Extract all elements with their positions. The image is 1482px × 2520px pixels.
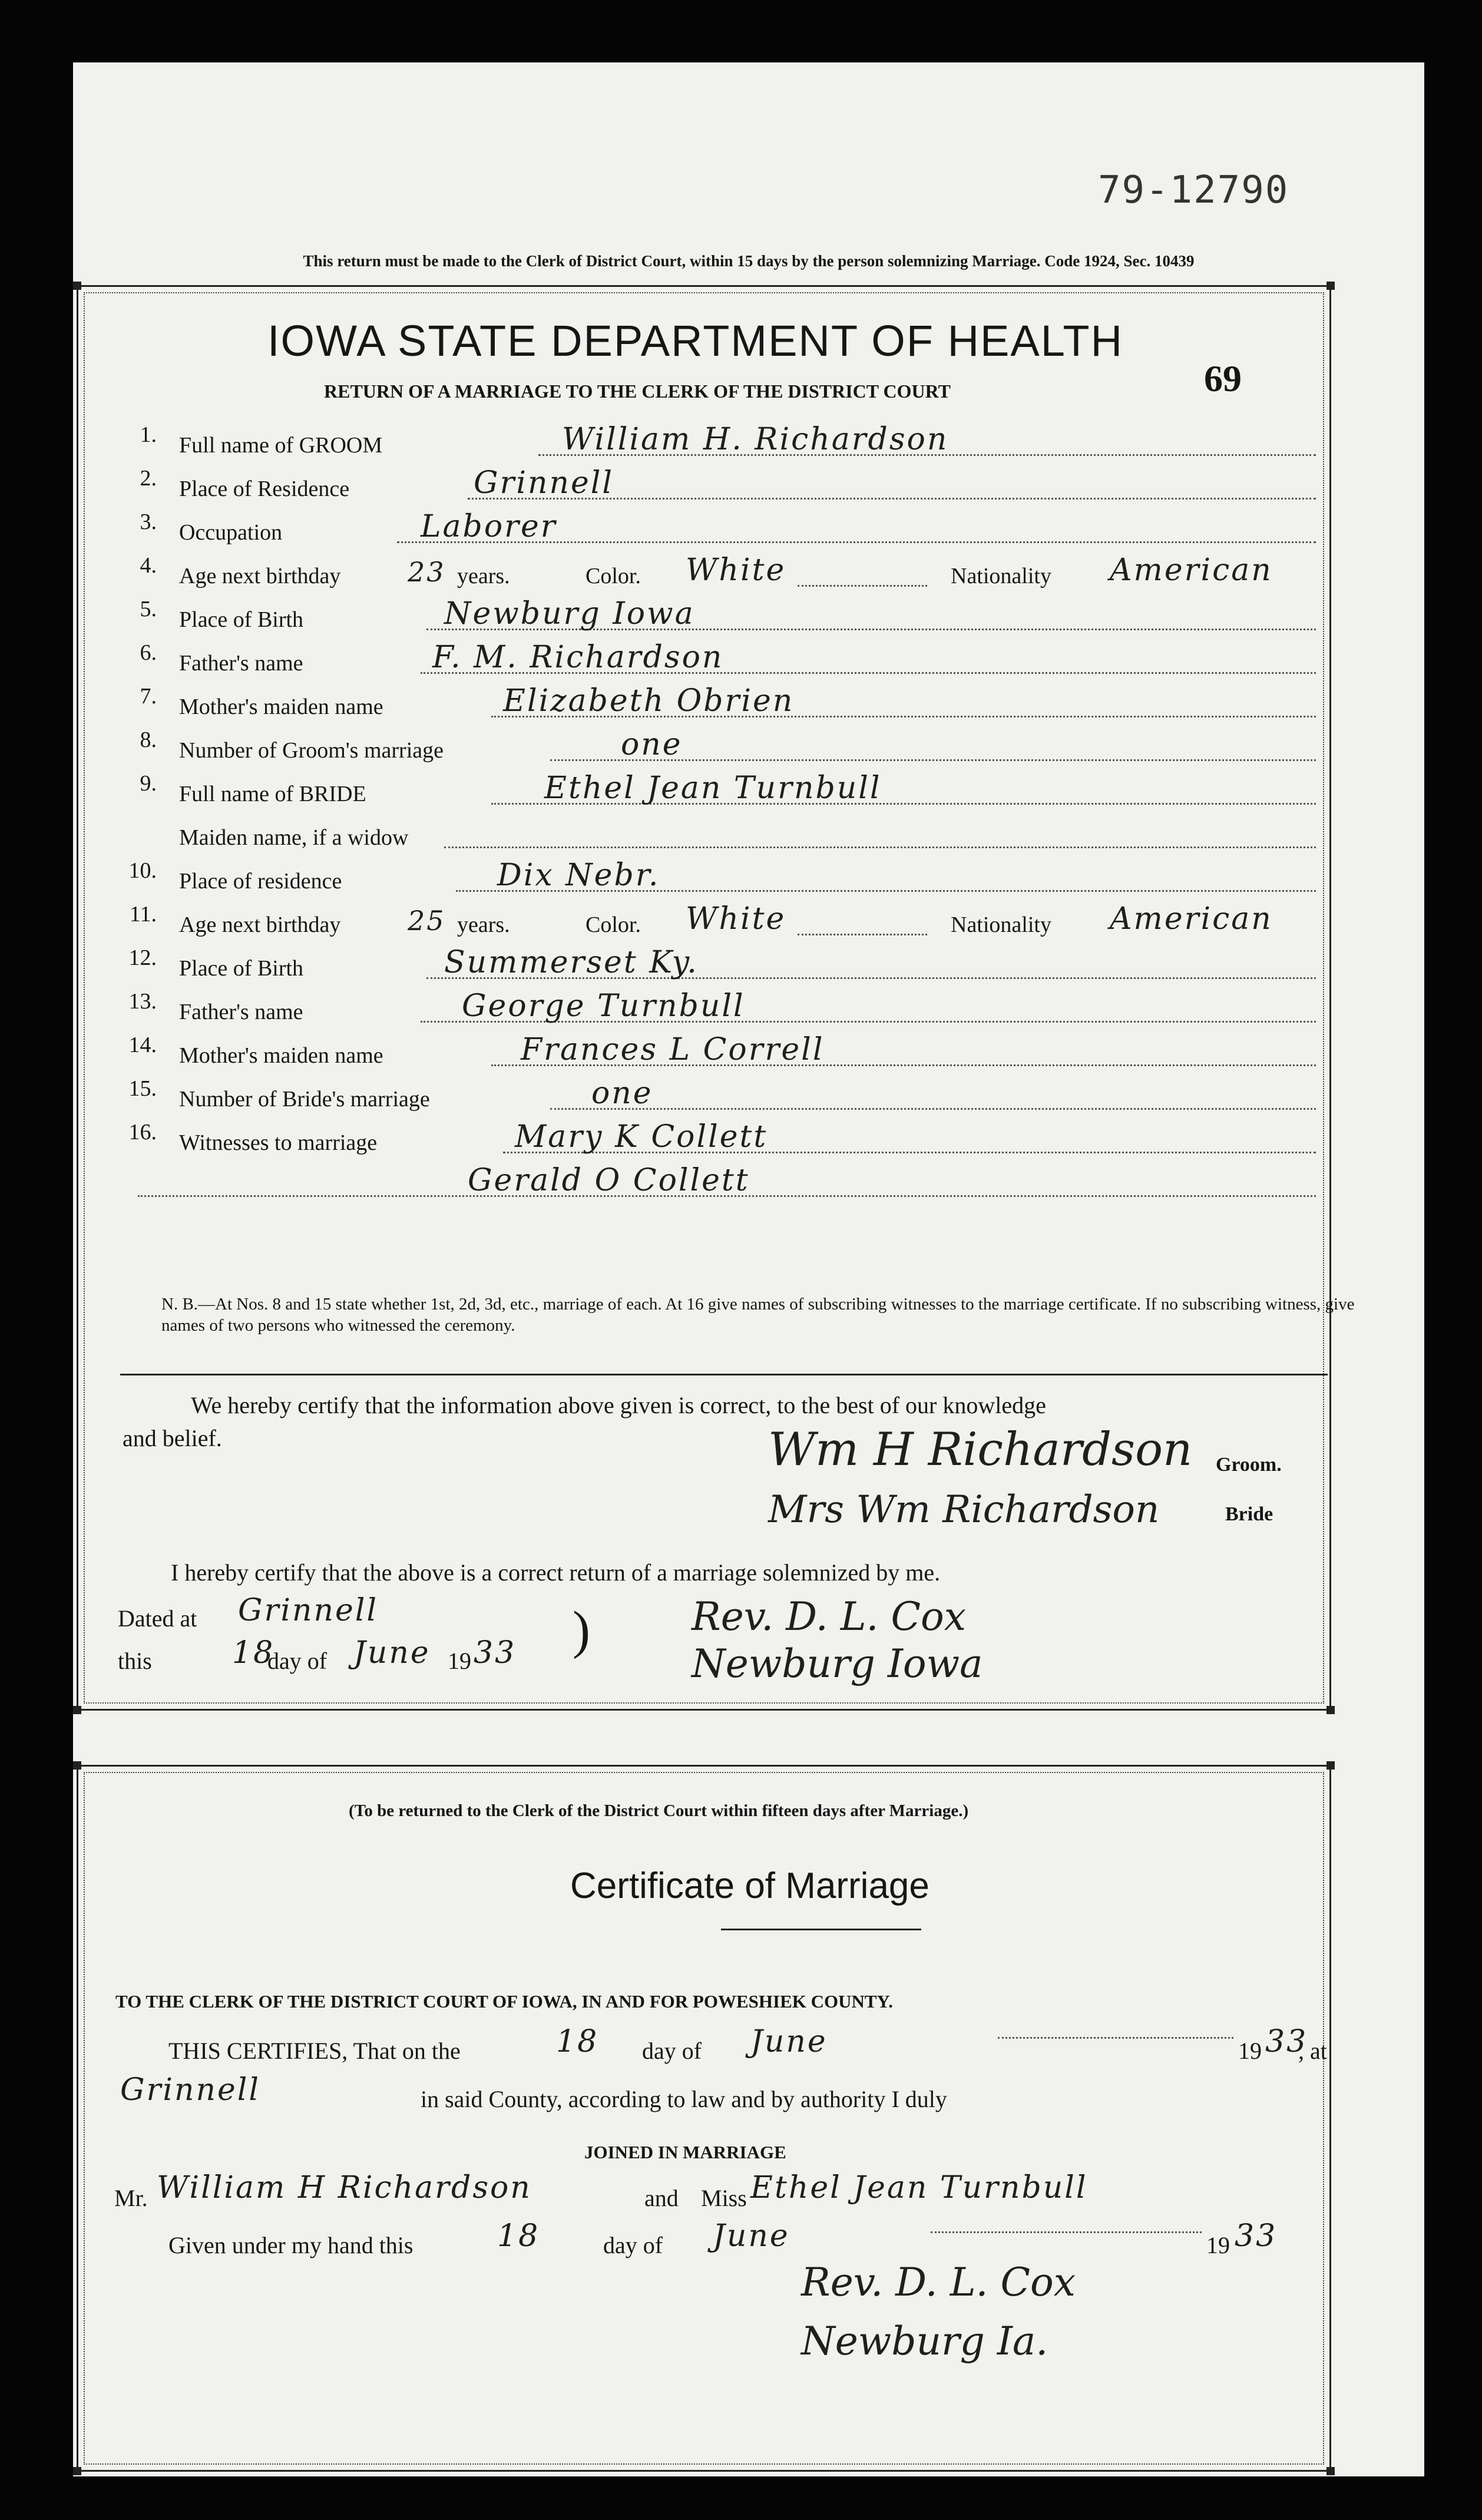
bride-color-value: White bbox=[686, 901, 786, 937]
field-row-bride-birthplace: 12. Place of Birth Summerset Ky. bbox=[114, 945, 1316, 988]
bride-marriage-number-value: one bbox=[591, 1076, 653, 1111]
bride-label: Bride bbox=[1225, 1503, 1273, 1525]
field-row-witnesses: 16. Witnesses to marriage Mary K Collett bbox=[114, 1119, 1316, 1163]
return-deadline-note: (To be returned to the Clerk of the District Court within fifteen days after Marriage.) bbox=[349, 1801, 969, 1820]
bracket: ) bbox=[573, 1601, 590, 1659]
department-title: IOWA STATE DEPARTMENT OF HEALTH bbox=[267, 316, 1124, 365]
groom-nationality-value: American bbox=[1110, 553, 1273, 588]
officiant-signature: Rev. D. L. Cox bbox=[692, 1594, 966, 1639]
given-label: Given under my hand this bbox=[168, 2232, 413, 2258]
given-month-value: June bbox=[713, 2218, 790, 2254]
field-row-groom-marriage-number: 8. Number of Groom's marriage one bbox=[114, 727, 1316, 770]
certificate-title: Certificate of Marriage bbox=[570, 1866, 929, 1906]
bride-age-value: 25 bbox=[408, 905, 446, 937]
dated-day-value: 18 bbox=[232, 1635, 275, 1671]
officiant-statement: I hereby certify that the above is a correct return of a marriage solemnized by me. bbox=[171, 1559, 941, 1586]
dated-year-prefix: 19 bbox=[448, 1648, 471, 1674]
day-of-label: day of bbox=[267, 1648, 328, 1674]
dated-year-value: 33 bbox=[474, 1635, 517, 1671]
groom-label: Groom. bbox=[1216, 1454, 1282, 1476]
field-row-bride-name: 9. Full name of BRIDE Ethel Jean Turnbull bbox=[114, 770, 1316, 814]
bride-nationality-value: American bbox=[1110, 901, 1273, 937]
groom-signature: Wm H Richardson bbox=[768, 1423, 1193, 1476]
field-row-groom-birthplace: 5. Place of Birth Newburg Iowa bbox=[114, 596, 1316, 640]
document-page bbox=[73, 62, 1424, 2476]
field-row-bride-maiden-name: Maiden name, if a widow bbox=[114, 814, 1316, 858]
field-row-groom-father: 6. Father's name F. M. Richardson bbox=[114, 640, 1316, 683]
bride-name-value: Ethel Jean Turnbull bbox=[544, 770, 882, 806]
field-row-witness-2 bbox=[114, 1163, 1316, 1206]
witness-1-value: Mary K Collett bbox=[515, 1119, 768, 1155]
given-year-value: 33 bbox=[1235, 2218, 1278, 2254]
groom-name-value: William H. Richardson bbox=[562, 422, 949, 457]
given-day-of-label: day of bbox=[603, 2232, 663, 2258]
groom-birthplace-value: Newburg Iowa bbox=[444, 596, 695, 631]
bride-father-value: George Turnbull bbox=[462, 988, 745, 1024]
field-row-bride-residence: 10. Place of residence Dix Nebr. bbox=[114, 858, 1316, 901]
given-day-value: 18 bbox=[497, 2218, 540, 2254]
filing-instruction: This return must be made to the Clerk of District Court, within 15 days by the person solemnizing Marriage. Code 1924, Sec. 10439 bbox=[303, 252, 1195, 270]
field-row-bride-mother: 14. Mother's maiden name Frances L Correll bbox=[114, 1032, 1316, 1076]
witness-2-value: Gerald O Collett bbox=[468, 1163, 750, 1198]
cert-day-value: 18 bbox=[556, 2024, 599, 2059]
county-text: in said County, according to law and by authority I duly bbox=[421, 2086, 947, 2112]
mr-label: Mr. bbox=[114, 2185, 148, 2211]
cert-year-value: 33 bbox=[1265, 2024, 1308, 2059]
groom-mother-value: Elizabeth Obrien bbox=[503, 683, 795, 719]
officiant-place: Newburg Iowa bbox=[692, 1641, 983, 1686]
cert-place-value: Grinnell bbox=[120, 2072, 261, 2108]
field-row-bride-marriage-number: 15. Number of Bride's marriage one bbox=[114, 1076, 1316, 1119]
field-row-groom-name: 1. Full name of GROOM William H. Richardson bbox=[114, 422, 1316, 465]
cert-groom-name: William H Richardson bbox=[157, 2170, 532, 2205]
and-label: and bbox=[644, 2185, 679, 2211]
cert-month-value: June bbox=[750, 2024, 828, 2059]
section-divider bbox=[120, 1374, 1328, 1375]
form-subtitle: RETURN OF A MARRIAGE TO THE CLERK OF THE DISTRICT COURT bbox=[324, 381, 951, 402]
field-row-groom-mother: 7. Mother's maiden name Elizabeth Obrien bbox=[114, 683, 1316, 727]
bride-residence-value: Dix Nebr. bbox=[497, 858, 660, 893]
cert-day-of-label: day of bbox=[642, 2038, 702, 2064]
dated-month-value: June bbox=[353, 1635, 431, 1671]
groom-residence-value: Grinnell bbox=[474, 465, 614, 501]
groom-marriage-number-value: one bbox=[621, 727, 683, 762]
form-note: N. B.—At Nos. 8 and 15 state whether 1st, 2d, 3d, etc., marriage of each. At 16 give names of subscribing witnesses to the marriage certificate. If no subscribing witness, give names of two persons who witnessed the ceremony. bbox=[161, 1295, 1355, 1335]
dated-at-value: Grinnell bbox=[238, 1593, 379, 1628]
this-label: this bbox=[118, 1648, 152, 1674]
field-row-bride-age: 11. Age next birthday 25 years. Color. White Nationality American bbox=[129, 901, 1273, 937]
cert-year-prefix: 19 bbox=[1238, 2038, 1262, 2064]
bride-mother-value: Frances L Correll bbox=[521, 1032, 825, 1067]
given-year-prefix: 19 bbox=[1206, 2232, 1230, 2258]
title-underline bbox=[721, 1929, 921, 1930]
joined-in-marriage-label: JOINED IN MARRIAGE bbox=[584, 2142, 786, 2162]
document-number: 79-12790 bbox=[1098, 168, 1289, 212]
groom-father-value: F. M. Richardson bbox=[432, 640, 724, 675]
miss-label: Miss bbox=[701, 2185, 747, 2211]
return-number: 69 bbox=[1204, 358, 1242, 399]
cert-bride-name: Ethel Jean Turnbull bbox=[750, 2170, 1088, 2205]
cert-at-label: , at bbox=[1298, 2038, 1327, 2064]
field-row-bride-father: 13. Father's name George Turnbull bbox=[114, 988, 1316, 1032]
cert-officiant-place: Newburg Ia. bbox=[801, 2319, 1048, 2364]
dated-at-label: Dated at bbox=[118, 1605, 197, 1632]
cert-officiant-signature: Rev. D. L. Cox bbox=[801, 2260, 1076, 2305]
certifies-label: THIS CERTIFIES, That on the bbox=[168, 2038, 461, 2064]
groom-age-value: 23 bbox=[408, 556, 446, 588]
field-row-groom-residence: 2. Place of Residence Grinnell bbox=[114, 465, 1316, 509]
field-row-groom-age: 4. Age next birthday 23 years. Color. White Nationality American bbox=[140, 553, 1273, 588]
couple-certification: We hereby certify that the information above given is correct, to the best of our knowledge and belief. bbox=[123, 1392, 1046, 1451]
to-clerk-line: TO THE CLERK OF THE DISTRICT COURT OF IOWA, IN AND FOR POWESHIEK COUNTY. bbox=[115, 1991, 893, 2012]
bride-birthplace-value: Summerset Ky. bbox=[444, 945, 699, 980]
field-row-groom-occupation: 3. Occupation Laborer bbox=[114, 509, 1316, 553]
groom-occupation-value: Laborer bbox=[421, 509, 557, 544]
bride-signature: Mrs Wm Richardson bbox=[768, 1488, 1160, 1532]
groom-color-value: White bbox=[686, 553, 786, 588]
